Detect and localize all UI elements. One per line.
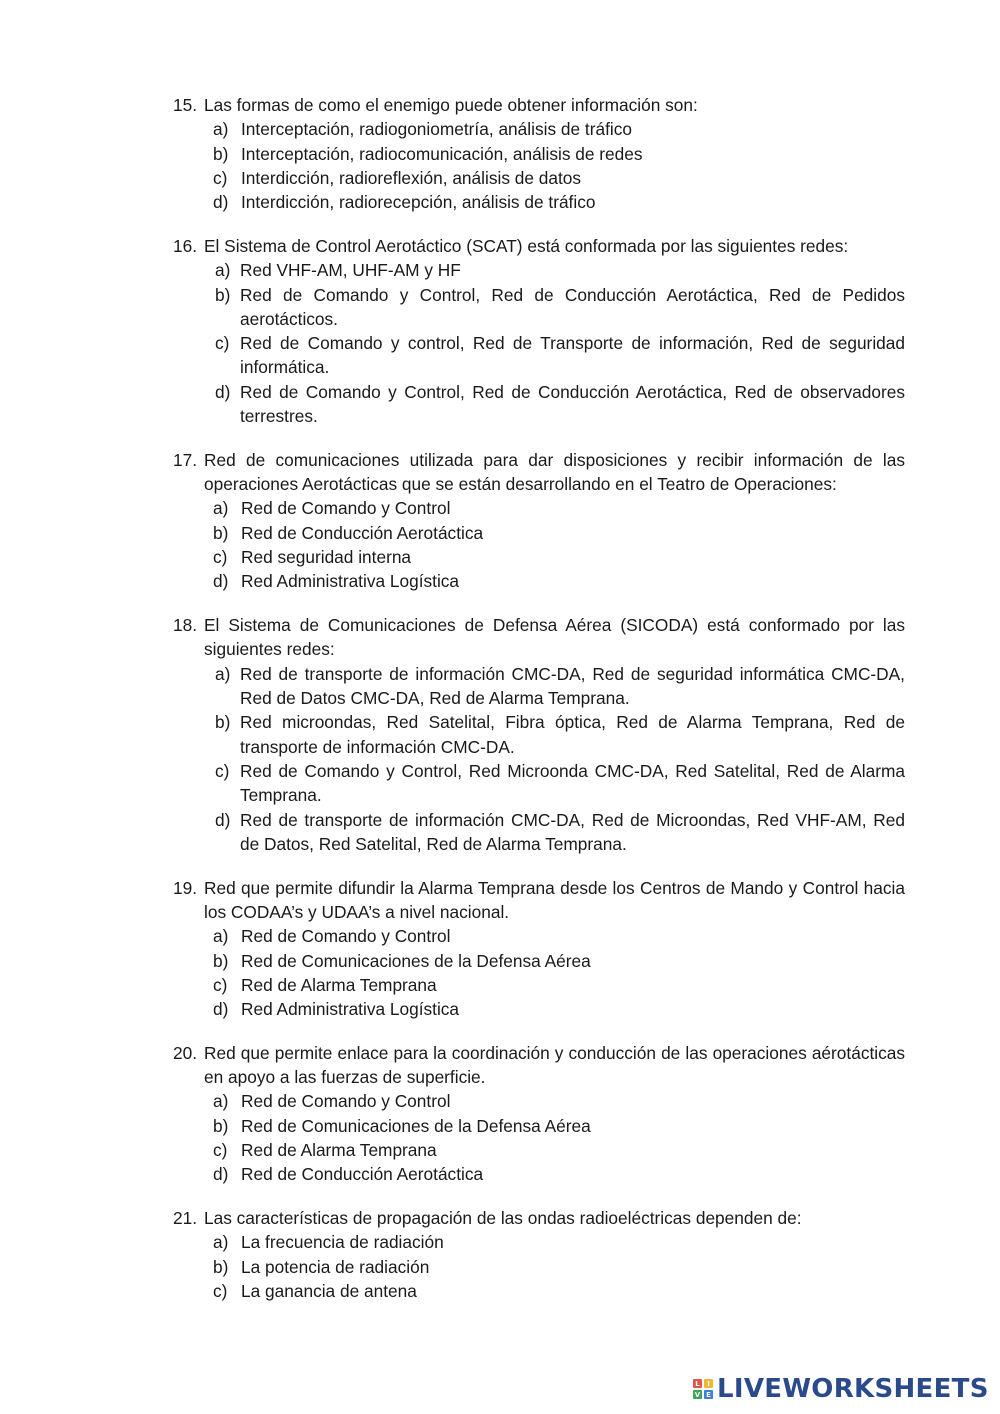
question-number: 17. — [173, 449, 198, 470]
option-letter: c) — [213, 1281, 228, 1302]
question — [173, 234, 905, 428]
worksheet — [173, 93, 905, 1323]
option-letter: b) — [215, 712, 231, 733]
question-number: 21. — [173, 1208, 198, 1229]
answer-option[interactable] — [173, 949, 905, 973]
logo-mark-tile: E — [704, 1390, 713, 1399]
question-header — [173, 613, 905, 662]
option-text: Red VHF-AM, UHF-AM y HF — [240, 260, 461, 281]
question-text: Las características de propagación de las ondas radioeléctricas dependen de: — [204, 1208, 802, 1229]
question-header — [173, 234, 905, 258]
question-text: Las formas de como el enemigo puede obtener información son: — [204, 95, 698, 115]
logo-mark-tile: V — [694, 1390, 701, 1399]
answer-option[interactable] — [173, 142, 905, 166]
option-text: Red de Comando y Control, Red de Conducción Aerotáctica, Red de observadores terrestres. — [240, 381, 905, 427]
option-letter: b) — [213, 1115, 229, 1136]
answer-option[interactable] — [173, 166, 905, 190]
question — [173, 448, 905, 594]
option-letter: b) — [215, 284, 231, 305]
option-letter: d) — [215, 809, 231, 830]
answer-option[interactable] — [173, 973, 905, 997]
option-letter: c) — [213, 1140, 228, 1161]
option-text: La ganancia de antena — [241, 1281, 417, 1302]
option-letter: c) — [215, 760, 230, 781]
answer-option[interactable] — [173, 1162, 905, 1186]
option-text: Red de Alarma Temprana — [241, 1140, 437, 1161]
option-letter: d) — [213, 1164, 229, 1185]
option-letter: c) — [213, 547, 228, 568]
option-letter: a) — [215, 260, 231, 281]
option-letter: d) — [213, 192, 229, 213]
question-number: 16. — [173, 235, 198, 256]
option-letter: d) — [213, 571, 229, 592]
liveworksheets-logo[interactable] — [693, 1374, 989, 1404]
question-header — [173, 1041, 905, 1090]
question — [173, 1041, 905, 1187]
option-text: Red Administrativa Logística — [241, 571, 460, 592]
logo-mark-tile: I — [704, 1379, 713, 1388]
question-text: El Sistema de Control Aerotáctico (SCAT) está conformada por las siguientes redes: — [204, 235, 849, 256]
option-text: La potencia de radiación — [241, 1256, 430, 1277]
option-text: Red de Comando y Control, Red de Conducción Aerotáctica, Red de Pedidos aerotácticos. — [240, 284, 905, 329]
question — [173, 1206, 905, 1303]
liveworksheets-logo-text: LIVEWORKSHEETS — [717, 1374, 989, 1404]
question-number: 20. — [173, 1042, 198, 1063]
option-text: Interceptación, radiocomunicación, análisis de redes — [241, 143, 643, 164]
option-text: Red de transporte de información CMC-DA, Red de seguridad informática CMC-DA, Red de Datos CMC-DA, Red de Alarma Temprana. — [240, 663, 905, 709]
question — [173, 93, 905, 214]
answer-option[interactable] — [173, 258, 905, 282]
question-text: Red de comunicaciones utilizada para dar disposiciones y recibir información de las operaciones Aerotácticas que se están desarrollando en el Teatro de Operaciones: — [204, 449, 905, 495]
question — [173, 613, 905, 856]
option-letter: a) — [213, 119, 229, 140]
answer-option[interactable] — [173, 710, 905, 759]
option-letter: d) — [215, 381, 231, 402]
question-header — [173, 1206, 905, 1230]
question-number: 18. — [173, 615, 198, 636]
option-letter: b) — [213, 522, 229, 543]
option-letter: a) — [213, 1091, 229, 1112]
option-letter: b) — [213, 1256, 229, 1277]
option-letter: a) — [215, 663, 231, 684]
answer-option[interactable] — [173, 283, 905, 332]
question — [173, 876, 905, 1022]
answer-option[interactable] — [173, 1255, 905, 1279]
option-text: La frecuencia de radiación — [241, 1232, 444, 1253]
question-text: El Sistema de Comunicaciones de Defensa Aérea (SICODA) está conformado por las siguientes redes: — [204, 615, 905, 660]
option-text: Interdicción, radioreflexión, análisis de datos — [241, 167, 582, 188]
answer-option[interactable] — [173, 496, 905, 520]
answer-option[interactable] — [173, 1089, 905, 1113]
answer-option[interactable] — [173, 808, 905, 857]
option-letter: b) — [213, 950, 229, 971]
answer-option[interactable] — [173, 545, 905, 569]
option-text: Red de Comunicaciones de la Defensa Aérea — [241, 950, 591, 971]
answer-option[interactable] — [173, 331, 905, 380]
answer-option[interactable] — [173, 569, 905, 593]
option-letter: c) — [213, 167, 228, 188]
option-letter: a) — [213, 498, 229, 519]
question-header — [173, 876, 905, 925]
option-text: Interceptación, radiogoniometría, análisis de tráfico — [241, 119, 632, 140]
option-letter: b) — [213, 143, 229, 164]
answer-option[interactable] — [173, 997, 905, 1021]
option-text: Red de Comando y control, Red de Transporte de información, Red de seguridad informática. — [240, 333, 905, 378]
logo-mark-tile: L — [693, 1379, 702, 1388]
answer-option[interactable] — [173, 380, 905, 429]
answer-option[interactable] — [173, 924, 905, 948]
option-text: Red Administrativa Logística — [241, 999, 460, 1020]
answer-option[interactable] — [173, 1138, 905, 1162]
option-text: Red de Comando y Control, Red Microonda CMC-DA, Red Satelital, Red de Alarma Temprana. — [240, 760, 905, 806]
question-text: Red que permite enlace para la coordinación y conducción de las operaciones aérotácticas en apoyo a las fuerzas de superficie. — [204, 1042, 905, 1088]
answer-option[interactable] — [173, 190, 905, 214]
option-text: Red microondas, Red Satelital, Fibra óptica, Red de Alarma Temprana, Red de transporte de información CMC-DA. — [240, 712, 905, 757]
option-letter: a) — [213, 926, 229, 947]
option-text: Red de Alarma Temprana — [241, 974, 437, 995]
answer-option[interactable] — [173, 759, 905, 808]
option-text: Interdicción, radiorecepción, análisis de tráfico — [241, 192, 596, 213]
option-letter: c) — [215, 333, 230, 354]
option-text: Red de Comando y Control — [241, 1091, 451, 1112]
answer-option[interactable] — [173, 1230, 905, 1254]
question-text: Red que permite difundir la Alarma Temprana desde los Centros de Mando y Control hacia los CODAA’s y UDAA’s a nivel nacional. — [204, 877, 905, 922]
option-letter: c) — [213, 974, 228, 995]
option-text: Red de transporte de información CMC-DA, Red de Microondas, Red VHF-AM, Red de Datos, Red Satelital, Red de Alarma Temprana. — [240, 809, 905, 854]
option-text: Red de Conducción Aerotáctica — [241, 522, 484, 543]
question-header — [173, 448, 905, 497]
option-letter: d) — [213, 999, 229, 1020]
answer-option[interactable] — [173, 521, 905, 545]
option-letter: a) — [213, 1232, 229, 1253]
option-text: Red de Comando y Control — [241, 498, 451, 519]
question-header — [173, 93, 905, 117]
question-number: 19. — [173, 877, 198, 898]
option-text: Red de Conducción Aerotáctica — [241, 1164, 484, 1185]
question-number: 15. — [173, 95, 198, 115]
option-text: Red de Comunicaciones de la Defensa Aérea — [241, 1115, 591, 1136]
answer-option[interactable] — [173, 1114, 905, 1138]
answer-option[interactable] — [173, 117, 905, 141]
option-text: Red seguridad interna — [241, 547, 412, 568]
answer-option[interactable] — [173, 1279, 905, 1303]
liveworksheets-logo-icon — [693, 1379, 713, 1399]
option-text: Red de Comando y Control — [241, 926, 451, 947]
answer-option[interactable] — [173, 662, 905, 711]
